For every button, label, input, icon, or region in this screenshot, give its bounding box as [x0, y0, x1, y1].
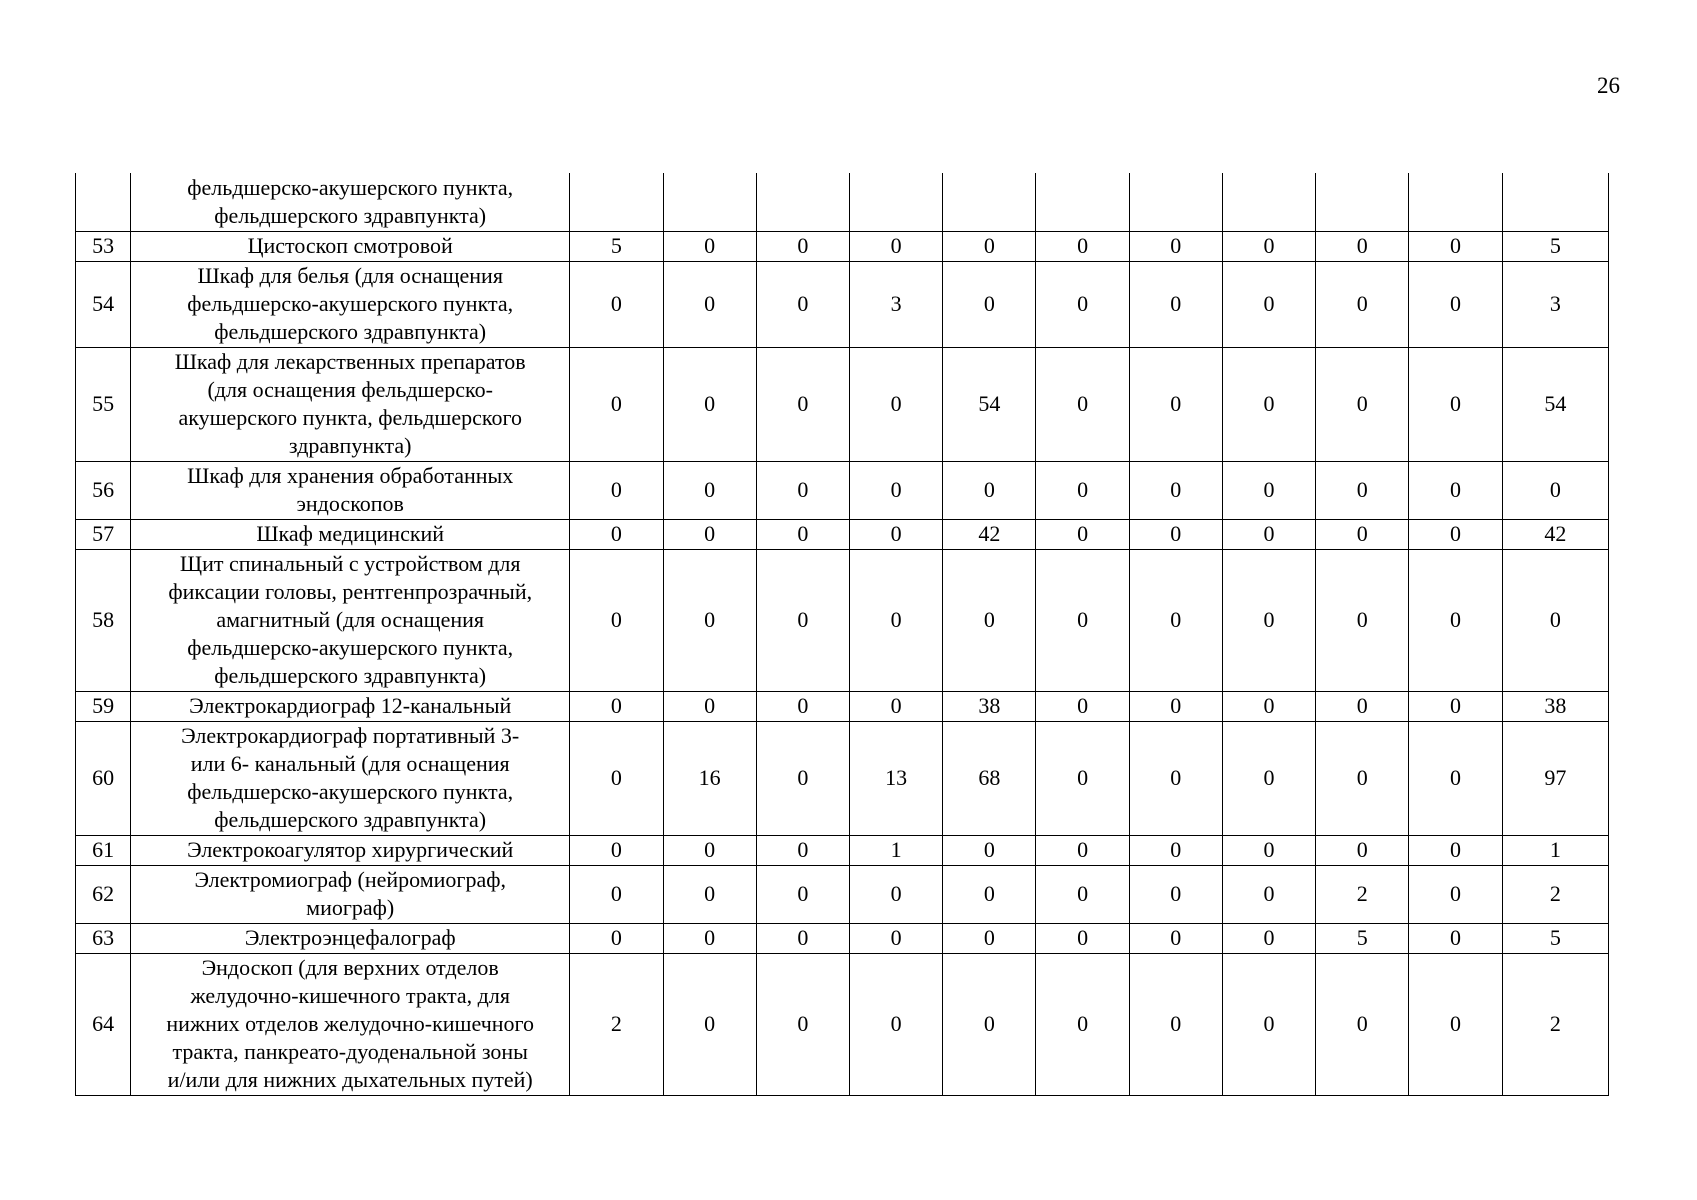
equipment-name-line: Электромиограф (нейромиограф,	[194, 867, 506, 892]
equipment-name-line: (для оснащения фельдшерско-	[207, 377, 493, 402]
row-number-cell: 57	[76, 519, 131, 549]
equipment-name-line: фельдшерско-акушерского пункта,	[187, 291, 514, 316]
equipment-name-cell	[131, 721, 570, 835]
quantity-value-cell: 0	[1222, 347, 1315, 461]
equipment-name-line: фельдшерско-акушерского пункта,	[187, 635, 514, 660]
quantity-value-cell: 0	[943, 231, 1036, 261]
quantity-value-cell: 0	[1409, 231, 1502, 261]
quantity-value-cell: 0	[1129, 519, 1222, 549]
quantity-value-cell: 0	[1409, 549, 1502, 691]
page-number: 26	[1597, 73, 1620, 98]
quantity-value-cell: 0	[1036, 923, 1129, 953]
quantity-value-cell	[849, 173, 942, 231]
total-value-cell	[1502, 173, 1608, 231]
quantity-value-cell: 0	[943, 865, 1036, 923]
quantity-value-cell	[1222, 173, 1315, 231]
table-body	[76, 173, 1609, 1095]
quantity-value-cell: 0	[756, 923, 849, 953]
quantity-value-cell	[756, 173, 849, 231]
quantity-value-cell: 0	[1222, 953, 1315, 1095]
quantity-value-cell: 0	[1222, 721, 1315, 835]
quantity-value-cell: 0	[1129, 953, 1222, 1095]
quantity-value-cell: 5	[570, 231, 663, 261]
quantity-value-cell: 0	[1129, 347, 1222, 461]
quantity-value-cell: 0	[756, 721, 849, 835]
equipment-name-cell	[131, 231, 570, 261]
equipment-name-line: Эндоскоп (для верхних отделов	[201, 955, 499, 980]
equipment-name-cell	[131, 173, 570, 231]
quantity-value-cell: 0	[1316, 461, 1409, 519]
equipment-name-line: нижних отделов желудочно-кишечного	[166, 1011, 535, 1036]
quantity-value-cell: 0	[943, 923, 1036, 953]
total-value-cell: 97	[1502, 721, 1608, 835]
row-number-cell: 58	[76, 549, 131, 691]
equipment-name-line: Электрокардиограф 12-канальный	[189, 693, 512, 718]
equipment-name-cell	[131, 461, 570, 519]
quantity-value-cell: 68	[943, 721, 1036, 835]
quantity-value-cell: 0	[756, 691, 849, 721]
quantity-value-cell	[570, 173, 663, 231]
quantity-value-cell: 0	[663, 865, 756, 923]
quantity-value-cell: 0	[849, 231, 942, 261]
equipment-name-line: Электроэнцефалограф	[244, 925, 456, 950]
quantity-value-cell: 0	[570, 461, 663, 519]
quantity-value-cell: 0	[943, 261, 1036, 347]
quantity-value-cell: 0	[1316, 347, 1409, 461]
quantity-value-cell: 0	[1129, 691, 1222, 721]
quantity-value-cell: 0	[663, 691, 756, 721]
quantity-value-cell: 0	[570, 261, 663, 347]
quantity-value-cell: 0	[570, 835, 663, 865]
quantity-value-cell: 0	[756, 261, 849, 347]
quantity-value-cell: 5	[1316, 923, 1409, 953]
quantity-value-cell: 0	[1036, 835, 1129, 865]
quantity-value-cell: 2	[570, 953, 663, 1095]
quantity-value-cell: 0	[1409, 691, 1502, 721]
quantity-value-cell: 0	[1222, 261, 1315, 347]
total-value-cell: 3	[1502, 261, 1608, 347]
quantity-value-cell: 0	[849, 923, 942, 953]
quantity-value-cell: 0	[1409, 953, 1502, 1095]
table-row	[76, 953, 1609, 1095]
quantity-value-cell: 0	[1036, 691, 1129, 721]
table-row	[76, 231, 1609, 261]
quantity-value-cell: 0	[756, 953, 849, 1095]
equipment-name-cell	[131, 953, 570, 1095]
quantity-value-cell: 0	[756, 519, 849, 549]
equipment-name-line: Электрокоагулятор хирургический	[187, 837, 514, 862]
quantity-value-cell: 0	[663, 231, 756, 261]
quantity-value-cell: 0	[1129, 261, 1222, 347]
quantity-value-cell	[943, 173, 1036, 231]
quantity-value-cell: 0	[849, 865, 942, 923]
quantity-value-cell: 0	[1129, 231, 1222, 261]
quantity-value-cell: 0	[1129, 923, 1222, 953]
equipment-table	[75, 173, 1609, 1096]
quantity-value-cell: 0	[849, 691, 942, 721]
equipment-name-line: Шкаф для хранения обработанных	[187, 463, 514, 488]
quantity-value-cell: 0	[663, 347, 756, 461]
table-row	[76, 721, 1609, 835]
equipment-name-cell	[131, 519, 570, 549]
quantity-value-cell: 0	[1409, 347, 1502, 461]
equipment-name-line: тракта, панкреато-дуоденальной зоны	[172, 1039, 528, 1064]
table-row	[76, 549, 1609, 691]
total-value-cell: 0	[1502, 461, 1608, 519]
equipment-name-line: фельдшерского здравпункта)	[214, 663, 487, 688]
quantity-value-cell: 0	[570, 721, 663, 835]
total-value-cell: 1	[1502, 835, 1608, 865]
equipment-name-cell	[131, 835, 570, 865]
row-number-cell: 55	[76, 347, 131, 461]
quantity-value-cell: 0	[663, 923, 756, 953]
quantity-value-cell: 0	[1409, 461, 1502, 519]
quantity-value-cell: 0	[1222, 691, 1315, 721]
quantity-value-cell: 0	[570, 923, 663, 953]
quantity-value-cell: 0	[1316, 261, 1409, 347]
equipment-name-line: здравпункта)	[288, 433, 412, 458]
quantity-value-cell: 0	[1409, 923, 1502, 953]
quantity-value-cell: 0	[1036, 231, 1129, 261]
quantity-value-cell: 0	[756, 461, 849, 519]
quantity-value-cell: 0	[570, 865, 663, 923]
table-row	[76, 835, 1609, 865]
equipment-name-line: фельдшерско-акушерского пункта,	[187, 174, 514, 200]
equipment-name-line: миограф)	[306, 895, 395, 920]
quantity-value-cell: 0	[570, 691, 663, 721]
row-number-cell: 59	[76, 691, 131, 721]
equipment-name-line: фельдшерского здравпункта)	[214, 807, 487, 832]
quantity-value-cell: 16	[663, 721, 756, 835]
quantity-value-cell: 0	[1036, 721, 1129, 835]
quantity-value-cell: 0	[943, 461, 1036, 519]
row-number-cell: 54	[76, 261, 131, 347]
equipment-name-line: Шкаф медицинский	[256, 521, 445, 546]
table-row	[76, 347, 1609, 461]
quantity-value-cell: 0	[1129, 721, 1222, 835]
quantity-value-cell: 0	[756, 347, 849, 461]
quantity-value-cell: 0	[1036, 461, 1129, 519]
total-value-cell: 42	[1502, 519, 1608, 549]
quantity-value-cell: 0	[1129, 865, 1222, 923]
row-number-cell: 61	[76, 835, 131, 865]
quantity-value-cell: 0	[663, 261, 756, 347]
quantity-value-cell: 0	[849, 549, 942, 691]
equipment-name-line: акушерского пункта, фельдшерского	[178, 405, 522, 430]
table-row	[76, 519, 1609, 549]
equipment-name-line: желудочно-кишечного тракта, для	[190, 983, 510, 1008]
table-row	[76, 691, 1609, 721]
equipment-name-line: фельдшерско-акушерского пункта,	[187, 779, 514, 804]
quantity-value-cell: 0	[1036, 519, 1129, 549]
quantity-value-cell: 0	[1316, 721, 1409, 835]
total-value-cell: 0	[1502, 549, 1608, 691]
quantity-value-cell	[1036, 173, 1129, 231]
quantity-value-cell: 13	[849, 721, 942, 835]
total-value-cell: 38	[1502, 691, 1608, 721]
quantity-value-cell	[1316, 173, 1409, 231]
quantity-value-cell: 1	[849, 835, 942, 865]
table-row	[76, 461, 1609, 519]
quantity-value-cell: 0	[1222, 461, 1315, 519]
equipment-name-cell	[131, 865, 570, 923]
equipment-name-line: Щит спинальный с устройством для	[179, 551, 521, 576]
table-row	[76, 865, 1609, 923]
quantity-value-cell: 0	[1409, 835, 1502, 865]
quantity-value-cell: 0	[663, 835, 756, 865]
quantity-value-cell: 0	[1222, 519, 1315, 549]
quantity-value-cell: 54	[943, 347, 1036, 461]
equipment-name-line: Электрокардиограф портативный 3-	[181, 723, 520, 748]
row-number-cell: 56	[76, 461, 131, 519]
total-value-cell: 5	[1502, 923, 1608, 953]
quantity-value-cell: 3	[849, 261, 942, 347]
equipment-name-line: эндоскопов	[296, 491, 404, 516]
quantity-value-cell: 42	[943, 519, 1036, 549]
quantity-value-cell: 0	[756, 549, 849, 691]
equipment-name-cell	[131, 691, 570, 721]
equipment-name-line: и/или для нижних дыхательных путей)	[167, 1067, 533, 1092]
quantity-value-cell: 38	[943, 691, 1036, 721]
equipment-name-cell	[131, 261, 570, 347]
equipment-name-line: амагнитный (для оснащения	[216, 607, 485, 632]
row-number-cell: 60	[76, 721, 131, 835]
quantity-value-cell: 0	[1409, 865, 1502, 923]
equipment-name-line: или 6- канальный (для оснащения	[190, 751, 510, 776]
equipment-name-cell	[131, 923, 570, 953]
quantity-value-cell	[1409, 173, 1502, 231]
quantity-value-cell: 0	[1036, 953, 1129, 1095]
quantity-value-cell: 0	[1409, 721, 1502, 835]
quantity-value-cell: 0	[756, 835, 849, 865]
quantity-value-cell: 0	[849, 953, 942, 1095]
quantity-value-cell: 0	[1316, 691, 1409, 721]
quantity-value-cell: 0	[1036, 549, 1129, 691]
row-number-cell: 63	[76, 923, 131, 953]
quantity-value-cell: 0	[849, 347, 942, 461]
total-value-cell: 2	[1502, 865, 1608, 923]
quantity-value-cell: 0	[1129, 461, 1222, 519]
equipment-name-line: фиксации головы, рентгенпрозрачный,	[168, 579, 533, 604]
quantity-value-cell: 0	[663, 519, 756, 549]
quantity-value-cell: 0	[1222, 923, 1315, 953]
quantity-value-cell: 0	[1129, 549, 1222, 691]
quantity-value-cell: 0	[1036, 865, 1129, 923]
quantity-value-cell: 0	[849, 461, 942, 519]
quantity-value-cell: 0	[570, 347, 663, 461]
equipment-name-cell	[131, 549, 570, 691]
quantity-value-cell: 0	[663, 953, 756, 1095]
quantity-value-cell: 0	[1222, 549, 1315, 691]
table-row	[76, 923, 1609, 953]
table-row-continuation	[76, 173, 1609, 231]
quantity-value-cell: 0	[1316, 953, 1409, 1095]
equipment-name-line: фельдшерского здравпункта)	[214, 319, 487, 344]
quantity-value-cell: 0	[1316, 519, 1409, 549]
quantity-value-cell: 0	[570, 549, 663, 691]
quantity-value-cell: 0	[1036, 347, 1129, 461]
quantity-value-cell: 0	[1316, 549, 1409, 691]
quantity-value-cell: 0	[1129, 835, 1222, 865]
quantity-value-cell: 0	[1409, 519, 1502, 549]
quantity-value-cell: 0	[1316, 231, 1409, 261]
quantity-value-cell: 0	[849, 519, 942, 549]
quantity-value-cell: 0	[570, 519, 663, 549]
total-value-cell: 2	[1502, 953, 1608, 1095]
equipment-name-line: Шкаф для белья (для оснащения	[197, 263, 503, 288]
quantity-value-cell: 0	[756, 865, 849, 923]
quantity-value-cell	[663, 173, 756, 231]
equipment-name-cell	[131, 347, 570, 461]
quantity-value-cell	[1129, 173, 1222, 231]
quantity-value-cell: 0	[1222, 231, 1315, 261]
quantity-value-cell: 0	[943, 835, 1036, 865]
quantity-value-cell: 0	[663, 549, 756, 691]
total-value-cell: 54	[1502, 347, 1608, 461]
quantity-value-cell: 0	[1036, 261, 1129, 347]
equipment-name-line: Шкаф для лекарственных препаратов	[174, 349, 526, 374]
quantity-value-cell: 0	[663, 461, 756, 519]
quantity-value-cell: 0	[1222, 865, 1315, 923]
quantity-value-cell: 0	[756, 231, 849, 261]
quantity-value-cell: 0	[1316, 835, 1409, 865]
equipment-name-line: фельдшерского здравпункта)	[214, 202, 487, 228]
quantity-value-cell: 0	[1409, 261, 1502, 347]
equipment-name-line: Цистоскоп смотровой	[247, 233, 453, 258]
quantity-value-cell: 0	[943, 953, 1036, 1095]
table-row	[76, 261, 1609, 347]
quantity-value-cell: 0	[943, 549, 1036, 691]
row-number-cell: 53	[76, 231, 131, 261]
quantity-value-cell: 0	[1222, 835, 1315, 865]
row-number-cell: 62	[76, 865, 131, 923]
row-number-cell	[76, 173, 131, 231]
row-number-cell: 64	[76, 953, 131, 1095]
total-value-cell: 5	[1502, 231, 1608, 261]
quantity-value-cell: 2	[1316, 865, 1409, 923]
